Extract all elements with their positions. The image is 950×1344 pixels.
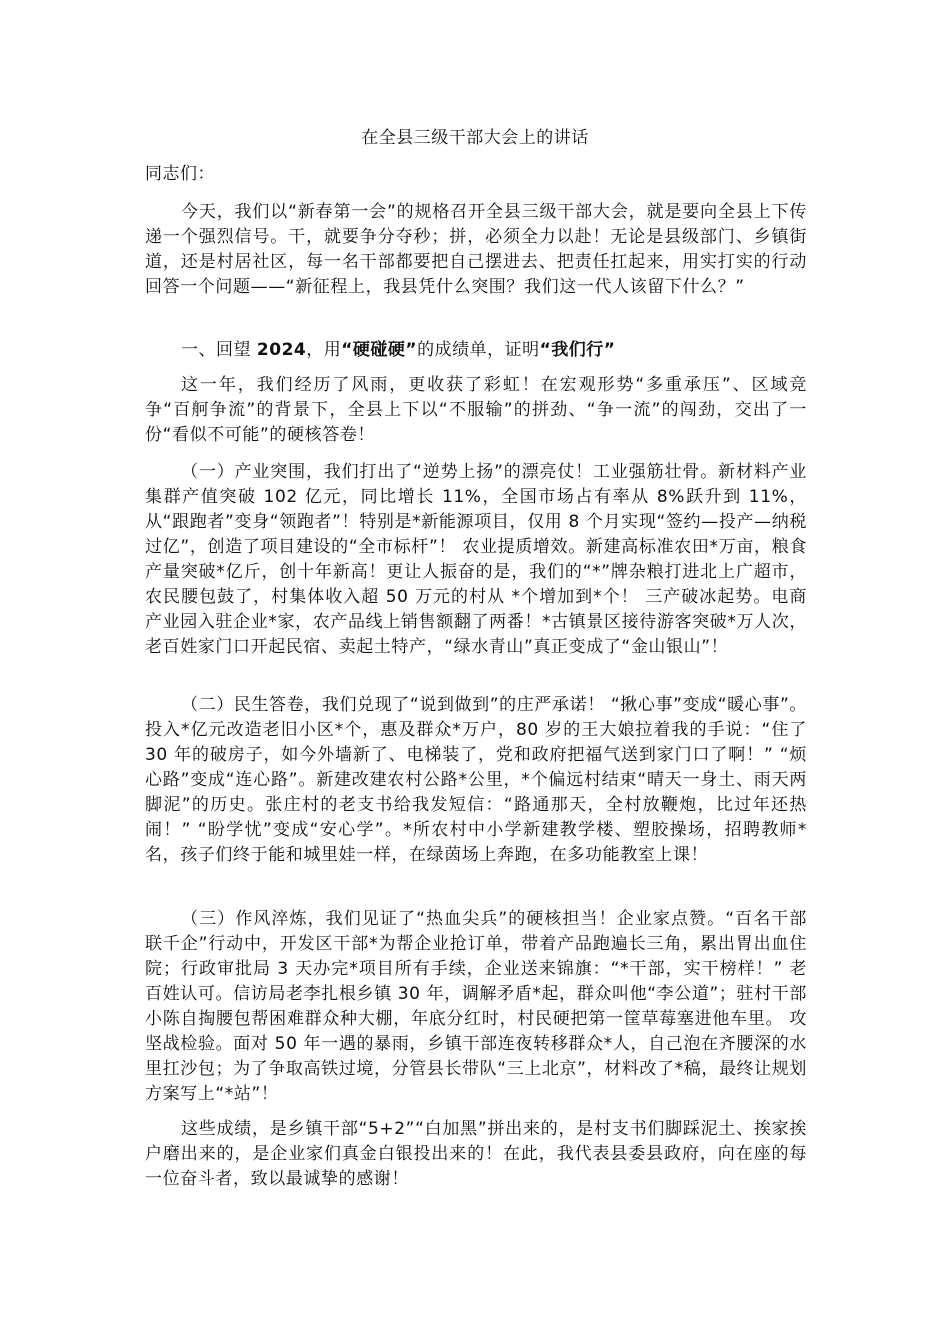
paragraph-work-style: （三）作风淬炼，我们见证了“热血尖兵”的硬核担当！企业家点赞。“百名干部联千企”行动中，开发区干部*为帮企业抢订单，带着产品跑遍长三角，累出胃出血住院；行政审批局 3 天办完*项目所有手续，企业送来锦旗：“*干部，实干榜样！” 老百姓认可。信访局老李扎根乡镇 30 年，调解矛盾*起，群众叫他“李公道”；驻村干部小陈自掏腰包帮困难群众种大棚，年底分红时，村民硬把第一筐草莓塞进他车里。 攻坚战检验。面对 50 年一遇的暴雨，乡镇干部连夜转移群众*人，自己泡在齐腰深的水里扛沙包；为了争取高铁过境，分管县长带队“三上北京”，材料改了*稿，最终让规划方案写上“*站”！: [145, 909, 807, 1104]
heading-between: 的成绩单，证明: [417, 340, 540, 360]
paragraph-livelihood: （二）民生答卷，我们兑现了“说到做到”的庄严承诺！ “揪心事”变成“暖心事”。投入*亿元改造老旧小区*个，惠及群众*万户，80 岁的王大娘拉着我的手说：“住了 30 年的破房子，如今外墙新了、电梯装了，党和政府把福气送到家门口了啊！” “烦心路”变成“连心路”。新建改建农村公路*公里，*个偏远村结束“晴天一身土、雨天两脚泥”的历史。张庄村的老支书给我发短信：“路通那天，全村放鞭炮，比过年还热闹！” “盼学忧”变成“安心学”。*所农村中小学新建教学楼、塑胶操场，招聘教师*名，孩子们终于能和城里娃一样，在绿茵场上奔跑，在多功能教室上课！: [145, 695, 807, 865]
heading-prefix: 一、回望: [181, 340, 257, 360]
section-heading-1: [181, 338, 615, 362]
document-title: 在全县三级干部大会上的讲话: [361, 128, 589, 148]
paragraph-intro: 今天，我们以“新春第一会”的规格召开全县三级干部大会，就是要向全县上下传递一个强烈信号。干，就要争分夺秒；拼，必须全力以赴！无论是县级部门、乡镇街道，还是村居社区，每一名干部都要把自己摆进去、把责任扛起来，用实打实的行动回答一个问题——“新征程上，我县凭什么突围？我们这一代人该留下什么？”: [145, 202, 807, 297]
paragraph-year-review: 这一年，我们经历了风雨，更收获了彩虹！在宏观形势“多重承压”、区域竞争“百舸争流”的背景下，全县上下以“不服输”的拼劲、“争一流”的闯劲，交出了一份“看似不可能”的硬核答卷！: [145, 375, 807, 445]
heading-middle: ，用: [306, 340, 342, 360]
heading-quote-1: “硬碰硬”: [341, 340, 418, 360]
paragraph-industry: （一）产业突围，我们打出了“逆势上扬”的漂亮仗！工业强筋壮骨。新材料产业集群产值突破 102 亿元，同比增长 11%，全国市场占有率从 8%跃升到 11%，从“跟跑者”变身“领跑者”！特别是*新能源项目，仅用 8 个月实现“签约—投产—纳税过亿”，创造了项目建设的“全市标杆”！ 农业提质增效。新建高标准农田*万亩，粮食产量突破*亿斤，创十年新高！更让人振奋的是，我们的“*”牌杂粮打进北上广超市，农民腰包鼓了，村集体收入超 50 万元的村从 *个增加到*个！ 三产破冰起势。电商产业园入驻企业*家，农产品线上销售额翻了两番！*古镇景区接待游客突破*万人次，老百姓家门口开起民宿、卖起土特产，“绿水青山”真正变成了“金山银山”！: [145, 462, 807, 657]
heading-year: 2024: [256, 340, 307, 360]
paragraph-thanks: 这些成绩，是乡镇干部“5+2”“白加黑”拼出来的，是村支书们脚踩泥土、挨家挨户磨出来的，是企业家们真金白银投出来的！在此，我代表县委县政府，向在座的每一位奋斗者，致以最诚挚的感谢！: [145, 1119, 807, 1189]
heading-quote-2: “我们行”: [539, 340, 616, 360]
greeting: 同志们：: [145, 164, 215, 184]
